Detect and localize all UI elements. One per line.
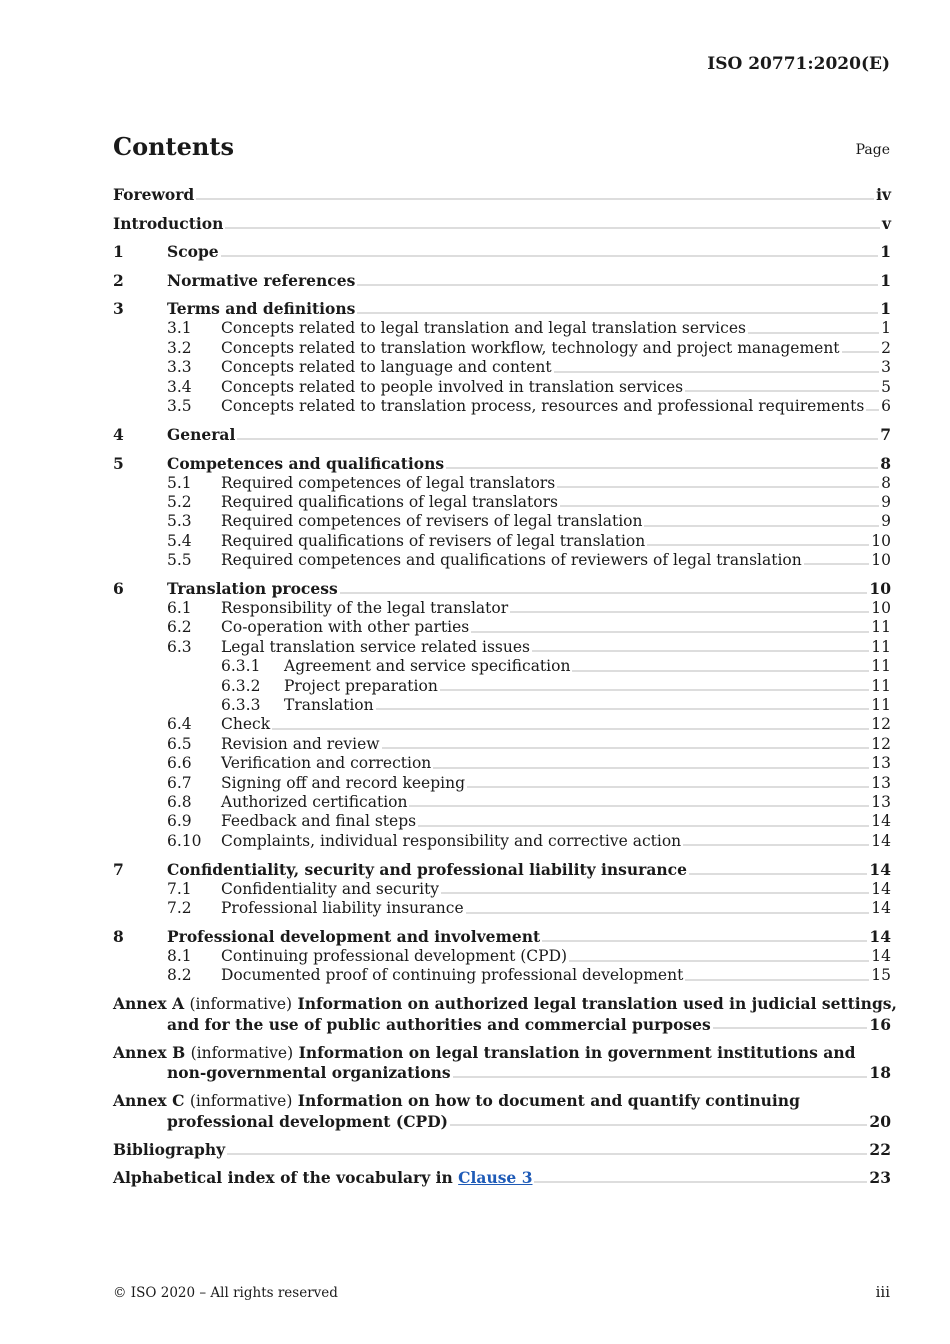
toc-number: 5.4 [167, 531, 192, 550]
toc-number: 6.4 [167, 715, 192, 734]
toc-annex-a[interactable] [113, 994, 897, 1034]
annex-title-line2: professional development (CPD) [167, 1111, 448, 1131]
dot-leader [713, 1027, 868, 1029]
toc-label: Normative references [167, 270, 356, 290]
toc-page: 1 [880, 270, 891, 290]
toc-label: Concepts related to people involved in translation services [221, 377, 684, 396]
toc-label: Revision and review [221, 734, 380, 753]
toc-clause-2[interactable] [113, 271, 891, 291]
toc-label: Concepts related to legal translation and legal translation services [221, 319, 746, 338]
toc-page: 14 [871, 947, 891, 966]
toc-number: 7.2 [167, 899, 192, 918]
copyright-notice: © ISO 2020 – All rights reserved [113, 1285, 338, 1301]
toc-page: 11 [871, 657, 891, 676]
toc-label: Introduction [113, 213, 224, 233]
toc-subclause-8-2[interactable] [113, 967, 891, 986]
toc-label: General [167, 424, 236, 444]
toc-number: 6.3.1 [221, 657, 261, 676]
toc-entry-foreword[interactable] [113, 185, 891, 205]
toc-subclause-6-3-3[interactable] [113, 696, 891, 715]
toc-page: 11 [871, 676, 891, 695]
toc-page: 10 [871, 531, 891, 550]
toc-number: 6.2 [167, 618, 192, 637]
toc-page: 13 [871, 773, 891, 792]
dot-leader [357, 284, 878, 286]
annex-type: (informative) [189, 995, 293, 1014]
toc-clause-6[interactable] [113, 579, 891, 599]
toc-label: Complaints, individual responsibility and corrective action [221, 831, 682, 850]
toc-page: 7 [880, 424, 891, 444]
dot-leader [532, 650, 869, 652]
toc-subclause-3-5[interactable] [113, 397, 891, 416]
toc-subclause-6-5[interactable] [113, 735, 891, 754]
toc-number: 3 [113, 299, 124, 319]
dot-leader [842, 351, 880, 353]
toc-subclause-3-3[interactable] [113, 358, 891, 377]
annex-type: (informative) [190, 1043, 294, 1062]
dot-leader [647, 544, 869, 546]
toc-label: Terms and definitions [167, 299, 356, 319]
toc-page: 22 [869, 1139, 891, 1159]
toc-subclause-5-3[interactable] [113, 512, 891, 531]
toc-subclause-6-1[interactable] [113, 599, 891, 618]
dot-leader [196, 198, 874, 200]
toc-subclause-5-5[interactable] [113, 551, 891, 570]
toc-label: Verification and correction [221, 754, 432, 773]
dot-leader [510, 611, 869, 613]
dot-leader [446, 467, 878, 469]
toc-page: 1 [880, 242, 891, 262]
toc-annex-c[interactable] [113, 1091, 891, 1131]
toc-subclause-7-2[interactable] [113, 899, 891, 918]
dot-leader [689, 873, 867, 875]
toc-label: Competences and qualifications [167, 453, 445, 473]
annex-continuation-line [113, 1015, 891, 1034]
toc-clause-3[interactable] [113, 299, 891, 319]
dot-leader [471, 631, 869, 633]
toc-number: 6.3.3 [221, 696, 261, 714]
toc-page: 8 [881, 473, 891, 492]
toc-number: 3.5 [167, 396, 192, 415]
toc-label: Concepts related to translation process, resources and professional requirements [221, 396, 865, 415]
toc-number: 6.3.2 [221, 676, 261, 695]
toc-label: Translation process [167, 579, 338, 599]
toc-page: 2 [881, 338, 891, 357]
annex-continuation-line [113, 1063, 891, 1082]
dot-leader [683, 844, 869, 846]
toc-label: Documented proof of continuing professional development [221, 966, 684, 985]
toc-page: 6 [881, 396, 891, 415]
dot-leader [382, 747, 870, 749]
toc-label: Project preparation [284, 676, 438, 695]
annex-id: Annex A [113, 994, 185, 1014]
table-of-contents [113, 185, 897, 1188]
toc-page: 11 [871, 618, 891, 637]
dot-leader [685, 390, 879, 392]
dot-leader [542, 940, 867, 942]
toc-label: Continuing professional development (CPD) [221, 947, 568, 966]
page-column-label: Page [855, 142, 890, 158]
toc-page: 10 [871, 599, 891, 618]
toc-page: 10 [869, 579, 891, 599]
toc-subclause-5-2[interactable] [113, 493, 891, 512]
toc-page: 1 [881, 319, 891, 338]
toc-number: 3.3 [167, 358, 192, 377]
toc-number: 6.10 [167, 831, 202, 850]
toc-subclause-3-4[interactable] [113, 378, 891, 397]
toc-label: Professional liability insurance [221, 899, 464, 918]
dot-leader [376, 708, 870, 710]
toc-number: 3.2 [167, 338, 192, 357]
annex-id: Annex C [113, 1091, 185, 1111]
toc-number: 3.4 [167, 377, 192, 396]
toc-subclause-7-1[interactable] [113, 880, 891, 899]
toc-label: Required competences of legal translators [221, 473, 556, 492]
annex-title-line1: Information on legal translation in government institutions and [298, 1042, 856, 1062]
annex-title-line2: non-governmental organizations [167, 1063, 451, 1083]
toc-number: 6.1 [167, 599, 192, 618]
dot-leader [569, 960, 869, 962]
toc-label: Required competences and qualifications of reviewers of legal translation [221, 551, 802, 570]
toc-number: 6.5 [167, 734, 192, 753]
toc-page: v [881, 213, 891, 233]
toc-page: 14 [871, 831, 891, 850]
toc-subclause-6-2[interactable] [113, 618, 891, 637]
toc-label: Translation [284, 696, 374, 714]
toc-subclause-6-6[interactable] [113, 754, 891, 773]
toc-page: iv [876, 185, 891, 204]
toc-page: 12 [871, 734, 891, 753]
toc-page: 11 [871, 696, 891, 714]
dot-leader [450, 1124, 867, 1126]
toc-subclause-6-3[interactable] [113, 638, 891, 657]
toc-entry-index[interactable] [113, 1168, 891, 1188]
toc-entry-introduction[interactable] [113, 214, 891, 234]
dot-leader [225, 227, 880, 229]
dot-leader [560, 505, 879, 507]
annex-continuation-line [113, 1112, 891, 1131]
dot-leader [685, 979, 869, 981]
toc-page: 14 [869, 927, 891, 947]
dot-leader [237, 438, 878, 440]
toc-number: 4 [113, 424, 124, 444]
toc-page: 9 [881, 512, 891, 531]
toc-page: 12 [871, 715, 891, 734]
toc-number: 6.8 [167, 792, 192, 811]
toc-number: 6.6 [167, 754, 192, 773]
annex-heading-line [113, 994, 897, 1014]
dot-leader [644, 525, 879, 527]
toc-label: Legal translation service related issues [221, 637, 530, 656]
dot-leader [221, 255, 879, 257]
toc-label: Required competences of revisers of legal translation [221, 512, 643, 531]
toc-label: Confidentiality and security [221, 879, 440, 898]
toc-page: 13 [871, 792, 891, 811]
toc-page: 11 [871, 637, 891, 656]
toc-page: 20 [869, 1111, 891, 1131]
toc-label: Agreement and service specification [284, 657, 571, 676]
toc-clause-1[interactable] [113, 242, 891, 262]
toc-number: 6.9 [167, 812, 192, 831]
toc-page: 18 [869, 1063, 891, 1083]
toc-page: 3 [881, 358, 891, 377]
toc-number: 5.3 [167, 512, 192, 531]
toc-page: 15 [871, 966, 891, 985]
dot-leader [357, 312, 878, 314]
toc-subclause-6-4[interactable] [113, 715, 891, 734]
toc-number: 3.1 [167, 319, 192, 338]
dot-leader [433, 767, 869, 769]
dot-leader [340, 592, 868, 594]
dot-leader [866, 409, 879, 411]
toc-subclause-6-3-2[interactable] [113, 677, 891, 696]
page-title: Contents [113, 132, 234, 161]
toc-label: Feedback and final steps [221, 812, 417, 831]
dot-leader [534, 1181, 867, 1183]
dot-leader [557, 486, 879, 488]
toc-number: 5.1 [167, 473, 192, 492]
dot-leader [748, 332, 879, 334]
dot-leader [572, 670, 869, 672]
toc-label: Responsibility of the legal translator [221, 599, 509, 618]
annex-heading-line [113, 1043, 891, 1063]
toc-page: 14 [869, 859, 891, 879]
toc-number: 8 [113, 927, 124, 947]
toc-subclause-3-1[interactable] [113, 319, 891, 338]
dot-leader [418, 825, 869, 827]
page-number: iii [875, 1283, 890, 1301]
toc-label: Professional development and involvement [167, 927, 541, 947]
toc-subclause-3-2[interactable] [113, 339, 891, 358]
toc-label: Confidentiality, security and professional liability insurance [167, 859, 687, 879]
toc-number: 2 [113, 270, 124, 290]
toc-page: 1 [880, 299, 891, 319]
annex-heading-line [113, 1091, 891, 1111]
clause-3-link[interactable]: Clause 3 [458, 1168, 533, 1188]
toc-number: 6.3 [167, 637, 192, 656]
dot-leader [453, 1076, 868, 1078]
dot-leader [272, 728, 869, 730]
annex-id: Annex B [113, 1042, 186, 1062]
toc-label: Concepts related to language and content [221, 358, 552, 377]
toc-subclause-5-1[interactable] [113, 474, 891, 493]
toc-label: Required qualifications of legal translators [221, 492, 558, 511]
dot-leader [467, 786, 869, 788]
toc-page: 14 [871, 899, 891, 918]
toc-clause-5[interactable] [113, 454, 891, 474]
toc-number: 6 [113, 579, 124, 599]
toc-label: Bibliography [113, 1139, 226, 1159]
toc-clause-4[interactable] [113, 425, 891, 445]
toc-page: 8 [880, 453, 891, 473]
document-id: ISO 20771:2020(E) [707, 54, 890, 74]
toc-label: Check [221, 715, 271, 734]
toc-subclause-6-8[interactable] [113, 793, 891, 812]
toc-number: 7 [113, 859, 124, 879]
toc-number: 8.1 [167, 947, 192, 966]
toc-subclause-6-10[interactable] [113, 832, 891, 851]
dot-leader [409, 805, 869, 807]
dot-leader [554, 371, 880, 373]
toc-subclause-6-9[interactable] [113, 812, 891, 831]
toc-label: Concepts related to translation workflow, technology and project management [221, 338, 840, 357]
toc-label: Co-operation with other parties [221, 618, 470, 637]
toc-annex-b[interactable] [113, 1043, 891, 1083]
toc-page: 23 [869, 1168, 891, 1188]
annex-title-line2: and for the use of public authorities and commercial purposes [167, 1014, 711, 1034]
toc-number: 5.5 [167, 551, 192, 570]
annex-type: (informative) [189, 1092, 293, 1111]
toc-page: 14 [871, 879, 891, 898]
annex-title-line1: Information on authorized legal translation used in judicial settings, [297, 994, 897, 1014]
toc-number: 1 [113, 242, 124, 262]
toc-label: Foreword [113, 185, 195, 204]
toc-subclause-6-7[interactable] [113, 774, 891, 793]
toc-label: Scope [167, 242, 219, 262]
toc-page: 14 [871, 812, 891, 831]
dot-leader [227, 1153, 867, 1155]
toc-label: Authorized certification [221, 792, 408, 811]
dot-leader [440, 689, 869, 691]
dot-leader [441, 892, 869, 894]
toc-subclause-8-1[interactable] [113, 947, 891, 966]
toc-entry-bibliography[interactable] [113, 1140, 891, 1160]
toc-subclause-6-3-1[interactable] [113, 657, 891, 676]
toc-label: Alphabetical index of the vocabulary in [113, 1168, 453, 1188]
toc-page: 16 [869, 1014, 891, 1034]
toc-number: 7.1 [167, 879, 192, 898]
toc-number: 8.2 [167, 966, 192, 985]
toc-clause-7[interactable] [113, 860, 891, 880]
toc-subclause-5-4[interactable] [113, 532, 891, 551]
toc-page: 9 [881, 492, 891, 511]
dot-leader [804, 563, 870, 565]
toc-label: Required qualifications of revisers of legal translation [221, 531, 646, 550]
toc-page: 5 [881, 377, 891, 396]
toc-page: 10 [871, 551, 891, 570]
toc-clause-8[interactable] [113, 927, 891, 947]
toc-number: 5 [113, 453, 124, 473]
toc-label: Signing off and record keeping [221, 773, 465, 792]
dot-leader [466, 912, 870, 914]
toc-number: 5.2 [167, 492, 192, 511]
annex-title-line1: Information on how to document and quantify continuing [297, 1091, 800, 1111]
toc-number: 6.7 [167, 773, 192, 792]
toc-page: 13 [871, 754, 891, 773]
